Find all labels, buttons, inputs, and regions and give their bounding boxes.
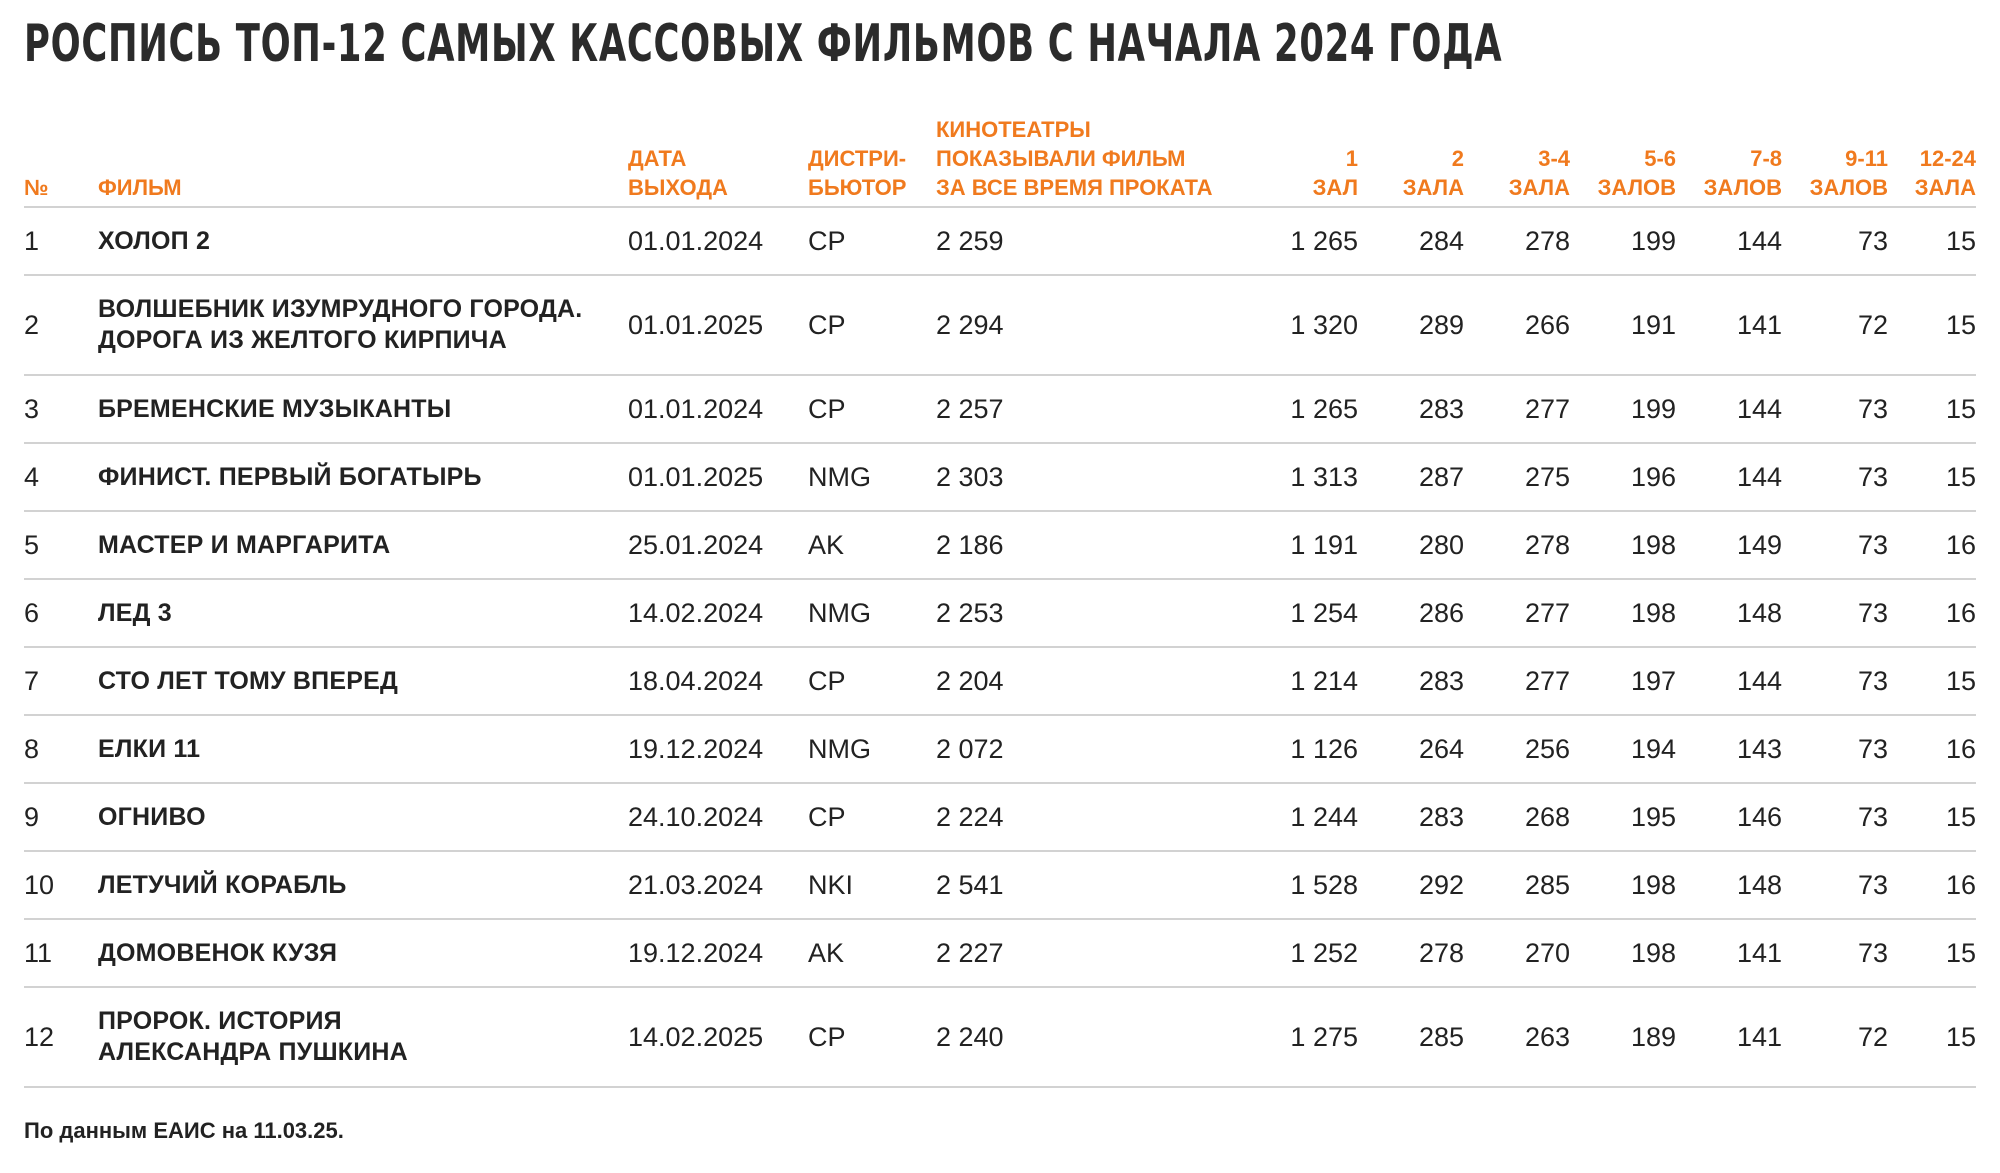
film-title-line: ЕЛКИ 11 (98, 734, 201, 763)
cell-film (98, 783, 628, 851)
cell-film (98, 375, 628, 443)
cell-7-8-halls: 144 (1676, 647, 1782, 715)
cell-7-8-halls: 144 (1676, 443, 1782, 511)
cell-5-6-halls: 195 (1570, 783, 1676, 851)
cell-5-6-halls: 191 (1570, 275, 1676, 375)
film-title-line: ДОРОГА ИЗ ЖЕЛТОГО КИРПИЧА (98, 326, 507, 354)
cell-2-halls: 278 (1358, 919, 1464, 987)
table-row (24, 443, 1976, 511)
cell-9-11-halls: 73 (1782, 715, 1888, 783)
cell-3-4-halls: 277 (1464, 647, 1570, 715)
cell-cinemas: 2 204 (936, 647, 1196, 715)
header-distributor: ДИСТРИ- БЬЮТОР (808, 104, 936, 207)
table-row (24, 715, 1976, 783)
cell-5-6-halls: 198 (1570, 851, 1676, 919)
film-title-line: АЛЕКСАНДРА ПУШКИНА (98, 1038, 408, 1066)
cell-1-hall: 1 214 (1196, 647, 1358, 715)
cell-film (98, 511, 628, 579)
page-title: РОСПИСЬ ТОП-12 САМЫХ КАССОВЫХ ФИЛЬМОВ С НАЧАЛА 2024 ГОДА (24, 14, 1503, 74)
cell-3-4-halls: 278 (1464, 511, 1570, 579)
cell-distributor: CP (808, 275, 936, 375)
cell-5-6-halls: 198 (1570, 511, 1676, 579)
cell-num: 6 (24, 579, 98, 647)
cell-num: 5 (24, 511, 98, 579)
cell-12-24-halls: 15 (1888, 443, 1976, 511)
cell-7-8-halls: 141 (1676, 275, 1782, 375)
cell-cinemas: 2 224 (936, 783, 1196, 851)
cell-date: 18.04.2024 (628, 647, 808, 715)
cell-2-halls: 286 (1358, 579, 1464, 647)
cell-3-4-halls: 268 (1464, 783, 1570, 851)
cell-cinemas: 2 294 (936, 275, 1196, 375)
cell-12-24-halls: 16 (1888, 715, 1976, 783)
cell-cinemas: 2 541 (936, 851, 1196, 919)
cell-distributor: AK (808, 511, 936, 579)
cell-distributor: NKI (808, 851, 936, 919)
table-row (24, 647, 1976, 715)
cell-2-halls: 287 (1358, 443, 1464, 511)
cell-1-hall: 1 244 (1196, 783, 1358, 851)
cell-3-4-halls: 285 (1464, 851, 1570, 919)
header-cinemas: КИНОТЕАТРЫ ПОКАЗЫВАЛИ ФИЛЬМ ЗА ВСЕ ВРЕМЯ ПРОКАТА (936, 104, 1196, 207)
table-row (24, 375, 1976, 443)
cell-3-4-halls: 270 (1464, 919, 1570, 987)
cell-num: 11 (24, 919, 98, 987)
table-body (24, 207, 1976, 1087)
cell-2-halls: 283 (1358, 783, 1464, 851)
cell-date: 14.02.2024 (628, 579, 808, 647)
film-title-line: ПРОРОК. ИСТОРИЯ (98, 1007, 342, 1035)
cell-cinemas: 2 257 (936, 375, 1196, 443)
film-title-line: ЛЕД 3 (98, 598, 172, 627)
table-row (24, 987, 1976, 1087)
cell-2-halls: 280 (1358, 511, 1464, 579)
cell-12-24-halls: 16 (1888, 579, 1976, 647)
header-7-8-halls: 7-8 ЗАЛОВ (1676, 104, 1782, 207)
cell-date: 01.01.2024 (628, 375, 808, 443)
cell-3-4-halls: 278 (1464, 207, 1570, 275)
table-row (24, 579, 1976, 647)
cell-cinemas: 2 303 (936, 443, 1196, 511)
cell-5-6-halls: 199 (1570, 375, 1676, 443)
cell-7-8-halls: 146 (1676, 783, 1782, 851)
cell-5-6-halls: 198 (1570, 579, 1676, 647)
cell-5-6-halls: 199 (1570, 207, 1676, 275)
cell-3-4-halls: 275 (1464, 443, 1570, 511)
cell-2-halls: 284 (1358, 207, 1464, 275)
cell-distributor: NMG (808, 715, 936, 783)
cell-2-halls: 264 (1358, 715, 1464, 783)
cell-12-24-halls: 15 (1888, 783, 1976, 851)
cell-num: 7 (24, 647, 98, 715)
cell-date: 19.12.2024 (628, 715, 808, 783)
cell-1-hall: 1 313 (1196, 443, 1358, 511)
table-row (24, 275, 1976, 375)
cell-9-11-halls: 72 (1782, 275, 1888, 375)
cell-1-hall: 1 275 (1196, 987, 1358, 1087)
cell-7-8-halls: 144 (1676, 207, 1782, 275)
cell-cinemas: 2 186 (936, 511, 1196, 579)
cell-film (98, 207, 628, 275)
cell-9-11-halls: 73 (1782, 443, 1888, 511)
cell-distributor: CP (808, 783, 936, 851)
cell-film (98, 851, 628, 919)
cell-12-24-halls: 16 (1888, 511, 1976, 579)
cell-2-halls: 283 (1358, 375, 1464, 443)
cell-12-24-halls: 15 (1888, 275, 1976, 375)
table-row (24, 919, 1976, 987)
cell-3-4-halls: 256 (1464, 715, 1570, 783)
film-title-line: ФИНИСТ. ПЕРВЫЙ БОГАТЫРЬ (98, 462, 482, 491)
cell-film (98, 715, 628, 783)
cell-num: 12 (24, 987, 98, 1087)
cell-7-8-halls: 148 (1676, 851, 1782, 919)
cell-cinemas: 2 072 (936, 715, 1196, 783)
cell-3-4-halls: 277 (1464, 579, 1570, 647)
cell-num: 10 (24, 851, 98, 919)
cell-9-11-halls: 73 (1782, 851, 1888, 919)
cell-date: 21.03.2024 (628, 851, 808, 919)
cell-cinemas: 2 240 (936, 987, 1196, 1087)
header-num: № (24, 104, 98, 207)
cell-date: 24.10.2024 (628, 783, 808, 851)
header-date: ДАТА ВЫХОДА (628, 104, 808, 207)
cell-film (98, 987, 628, 1087)
cell-film (98, 275, 628, 375)
source-note: По данным ЕАИС на 11.03.25. (24, 1118, 344, 1143)
film-title-line: БРЕМЕНСКИЕ МУЗЫКАНТЫ (98, 394, 452, 423)
table-row (24, 851, 1976, 919)
cell-film (98, 443, 628, 511)
cell-1-hall: 1 191 (1196, 511, 1358, 579)
cell-5-6-halls: 196 (1570, 443, 1676, 511)
cell-distributor: CP (808, 647, 936, 715)
cell-distributor: AK (808, 919, 936, 987)
header-9-11-halls: 9-11 ЗАЛОВ (1782, 104, 1888, 207)
cell-12-24-halls: 15 (1888, 647, 1976, 715)
header-12-24-halls: 12-24 ЗАЛА (1888, 104, 1976, 207)
cell-distributor: NMG (808, 443, 936, 511)
film-title-line: ОГНИВО (98, 802, 206, 831)
cell-date: 25.01.2024 (628, 511, 808, 579)
cell-2-halls: 292 (1358, 851, 1464, 919)
cell-5-6-halls: 194 (1570, 715, 1676, 783)
cell-1-hall: 1 265 (1196, 207, 1358, 275)
table-row (24, 783, 1976, 851)
cell-film (98, 579, 628, 647)
cell-1-hall: 1 254 (1196, 579, 1358, 647)
cell-9-11-halls: 73 (1782, 207, 1888, 275)
cell-distributor: NMG (808, 579, 936, 647)
cell-distributor: CP (808, 375, 936, 443)
cinema-distribution-table (24, 104, 1976, 1088)
header-3-4-halls: 3-4 ЗАЛА (1464, 104, 1570, 207)
header-2-halls: 2 ЗАЛА (1358, 104, 1464, 207)
cell-12-24-halls: 15 (1888, 375, 1976, 443)
cell-1-hall: 1 126 (1196, 715, 1358, 783)
header-row (24, 104, 1976, 207)
cell-9-11-halls: 73 (1782, 783, 1888, 851)
cell-9-11-halls: 73 (1782, 511, 1888, 579)
cell-1-hall: 1 528 (1196, 851, 1358, 919)
cell-cinemas: 2 253 (936, 579, 1196, 647)
cell-1-hall: 1 252 (1196, 919, 1358, 987)
table-row (24, 511, 1976, 579)
cell-1-hall: 1 320 (1196, 275, 1358, 375)
cell-cinemas: 2 227 (936, 919, 1196, 987)
cell-2-halls: 285 (1358, 987, 1464, 1087)
cell-7-8-halls: 149 (1676, 511, 1782, 579)
cell-12-24-halls: 15 (1888, 207, 1976, 275)
cell-12-24-halls: 15 (1888, 987, 1976, 1087)
cell-9-11-halls: 73 (1782, 647, 1888, 715)
cell-date: 01.01.2025 (628, 443, 808, 511)
cell-num: 1 (24, 207, 98, 275)
cell-3-4-halls: 266 (1464, 275, 1570, 375)
cell-7-8-halls: 141 (1676, 919, 1782, 987)
film-title-line: ЛЕТУЧИЙ КОРАБЛЬ (98, 870, 347, 899)
film-title-line: ДОМОВЕНОК КУЗЯ (98, 938, 338, 967)
cell-2-halls: 283 (1358, 647, 1464, 715)
film-title-line: МАСТЕР И МАРГАРИТА (98, 530, 391, 559)
film-title-line: ВОЛШЕБНИК ИЗУМРУДНОГО ГОРОДА. (98, 295, 583, 323)
cell-2-halls: 289 (1358, 275, 1464, 375)
cell-9-11-halls: 73 (1782, 375, 1888, 443)
cell-5-6-halls: 197 (1570, 647, 1676, 715)
cell-7-8-halls: 144 (1676, 375, 1782, 443)
table-row (24, 207, 1976, 275)
cell-12-24-halls: 15 (1888, 919, 1976, 987)
cell-cinemas: 2 259 (936, 207, 1196, 275)
cell-distributor: CP (808, 207, 936, 275)
cell-1-hall: 1 265 (1196, 375, 1358, 443)
cell-5-6-halls: 189 (1570, 987, 1676, 1087)
header-film: ФИЛЬМ (98, 104, 628, 207)
cell-7-8-halls: 141 (1676, 987, 1782, 1087)
cell-9-11-halls: 72 (1782, 987, 1888, 1087)
film-title-line: СТО ЛЕТ ТОМУ ВПЕРЕД (98, 666, 398, 695)
cell-num: 9 (24, 783, 98, 851)
cell-5-6-halls: 198 (1570, 919, 1676, 987)
cell-num: 3 (24, 375, 98, 443)
cell-7-8-halls: 143 (1676, 715, 1782, 783)
cell-distributor: CP (808, 987, 936, 1087)
cell-9-11-halls: 73 (1782, 919, 1888, 987)
cell-film (98, 647, 628, 715)
cell-date: 19.12.2024 (628, 919, 808, 987)
cell-num: 4 (24, 443, 98, 511)
header-5-6-halls: 5-6 ЗАЛОВ (1570, 104, 1676, 207)
cell-9-11-halls: 73 (1782, 579, 1888, 647)
header-1-hall: 1 ЗАЛ (1196, 104, 1358, 207)
cell-date: 14.02.2025 (628, 987, 808, 1087)
cell-num: 8 (24, 715, 98, 783)
cell-3-4-halls: 263 (1464, 987, 1570, 1087)
cell-film (98, 919, 628, 987)
cell-num: 2 (24, 275, 98, 375)
film-title-line: ХОЛОП 2 (98, 226, 211, 255)
cell-7-8-halls: 148 (1676, 579, 1782, 647)
cell-date: 01.01.2024 (628, 207, 808, 275)
cell-date: 01.01.2025 (628, 275, 808, 375)
cell-12-24-halls: 16 (1888, 851, 1976, 919)
cell-3-4-halls: 277 (1464, 375, 1570, 443)
